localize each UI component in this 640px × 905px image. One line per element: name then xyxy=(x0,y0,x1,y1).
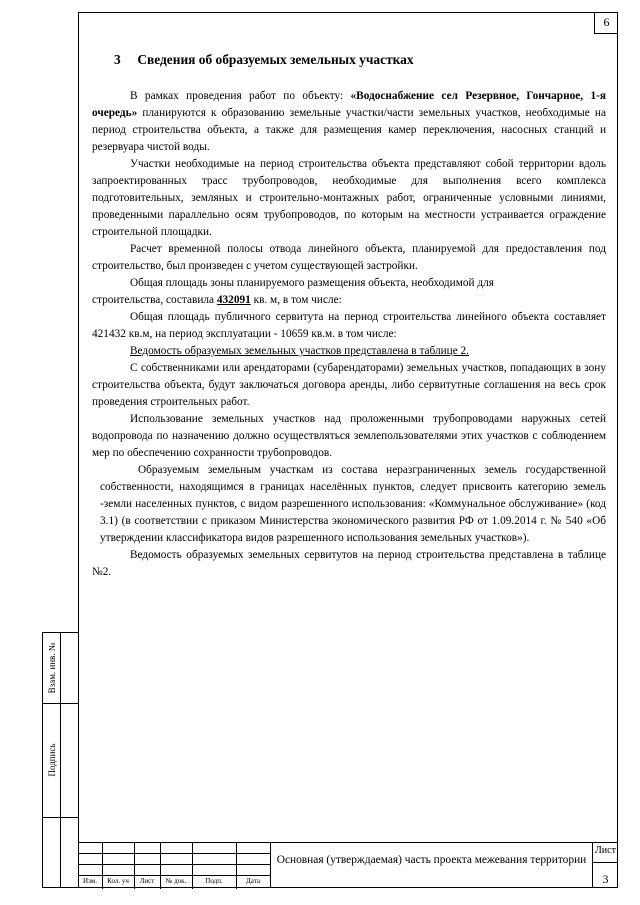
revision-grid xyxy=(78,842,270,888)
paragraph-3: Расчет временной полосы отвода линейного объекта, планируемой для предоставления под строительство, был произведен с учетом существующей застройки. xyxy=(92,243,606,272)
paragraph-6 xyxy=(92,343,606,360)
strip-divider xyxy=(43,817,79,818)
binding-strip xyxy=(42,632,78,888)
header-date: Дата xyxy=(246,877,260,885)
document-title: Основная (утверждаемая) часть проекта межевания территории xyxy=(270,842,592,888)
paragraph-1: В рамках проведения работ по объекту: «Водоснабжение сел Резервное, Гончарное, 1-я очередь» планируются к образованию земельные участки/части земельных участков, необходимые на период строительства объекта, а также для размещения камер переключения, насосных станций и резервуара чистой воды. xyxy=(92,90,606,153)
paragraph-2: Участки необходимые на период строительства объекта представляют собой территории вдоль запроектированных трасс трубопроводов, необходимые для выполнения всего комплекса подготовительных, земляных и строительно-монтажных работ, ограниченные условными линиями, проведенными параллельно осям трубопроводов, по которым на местности устраивается ограждение строительной площадки. xyxy=(92,158,606,238)
table-reference: Ведомость образуемых земельных участков представлена в таблице 2. xyxy=(130,345,470,357)
section-title: Сведения об образуемых земельных участках xyxy=(137,52,414,67)
section-heading xyxy=(114,52,606,68)
corner-page-number: 6 xyxy=(594,12,618,34)
object-name: «Водоснабжение сел Резервное, Гончарное, 1-я очередь» xyxy=(92,90,606,119)
sheet-cell xyxy=(592,842,618,888)
paragraph-5: Общая площадь публичного сервитута на период строительства линейного объекта составляет 421432 кв.м, на период эксплуатации - 10659 кв.м. в том числе: xyxy=(92,311,606,340)
header-signature: Подп. xyxy=(205,877,223,885)
strip-label-replacement: Взам. инв. № xyxy=(47,642,57,694)
total-area-value: 432091 xyxy=(216,294,251,306)
title-block xyxy=(78,842,618,888)
section-number: 3 xyxy=(114,52,121,67)
sheet-label: Лист xyxy=(595,845,616,856)
paragraph-4-line-1: Общая площадь зоны планируемого размещения объекта, необходимой для xyxy=(130,277,494,289)
sheet-number: 3 xyxy=(602,872,609,886)
paragraph-8: Использование земельных участков над проложенными трубопроводами наружных сетей водопровода по назначению должно осуществляться землепользователями этих участков с соблюдением мер по обеспечению сохранности трубопроводов. xyxy=(92,413,606,459)
document-content xyxy=(92,52,606,581)
header-doc-number: № док. xyxy=(165,877,187,885)
paragraph-10: Ведомость образуемых земельных сервитутов на период строительства представлена в таблице №2. xyxy=(92,549,606,578)
strip-value-column xyxy=(61,633,79,887)
paragraph-4-line-2: строительства, составила 432091 кв. м, в том числе: xyxy=(92,294,342,306)
paragraph-7: С собственниками или арендаторами (субарендаторами) земельных участков, попадающих в зону строительства объекта, будут заключаться договора аренды, либо сервитутные соглашения на весь срок проведения строительных работ. xyxy=(92,362,606,408)
paragraph-9: Образуемым земельным участкам из состава неразграниченных земель государственной собственности, находящимся в границах населённых пунктов, следует присвоить категорию земель -земли населенных пунктов, с видом разрешенного использования: «Коммунальное обслуживание» (код 3.1) (в соответствии с приказом Министерства экономического развития РФ от 1.09.2014 г. № 540 «Об утверждении классификатора видов разрешенного использования земельных участков»). xyxy=(100,464,606,544)
header-sheet: Лист xyxy=(139,877,155,885)
header-change: Изм. xyxy=(83,877,97,885)
strip-label-signature: Подпись xyxy=(47,743,57,777)
header-count: Кол. уч xyxy=(107,877,129,885)
